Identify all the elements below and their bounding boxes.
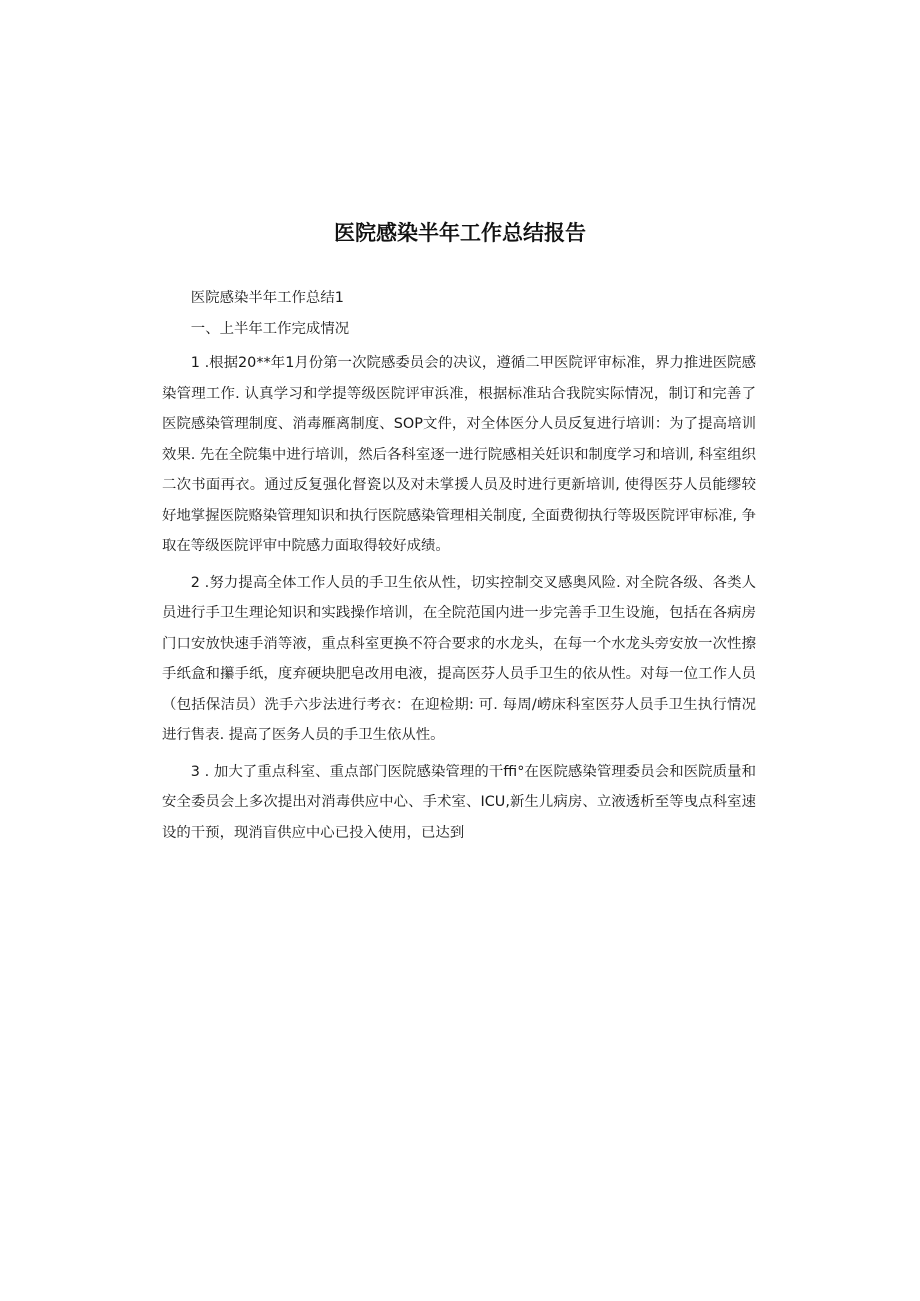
document-title: 医院感染半年工作总结报告: [334, 221, 586, 245]
document-subtitle: 医院感染半年工作总结1: [190, 290, 344, 306]
paragraph-3: 3 . 加大了重点科室、重点部门医院感染管理的干ffi°在医院感染管理委员会和医院质量和安全委员会上多次提出对消毒供应中心、手术室、ICU,新生儿病房、立液透析至等曳点科室速设的干预，现消盲供应中心已投入使用，已达到: [162, 763, 756, 841]
section-heading: 一、上半年工作完成情况: [190, 320, 350, 337]
paragraph-1: 1 .根据20**年1月份第一次院感委员会的决议，遵循二甲医院评审标准，界力推进医院感染管理工作. 认真学习和学提等级医院评审浜准，根据标准玷合我院实际情况，制订和完善了医院感染管理制度、消毒雁离制度、SOP文件，对全体医分人员反复进行培训：为了提高培训效果. 先在全院集中进行培训，然后各科室逐一进行院感相关妊识和制度学习和培训, 科室组织二次书面再衣。通过反复强化督瓷以及对未掌援人员及时进行更新培训, 使得医芬人员能缪较好地掌握医院赂染管理知识和执行医院感染管理相关制度, 全面费彻执行等圾医院评审标准, 争取在等级医院评审中院感力面取得较好成绩。: [162, 355, 756, 554]
document-body: [162, 283, 756, 854]
paragraph-2: 2 .努力提高全体工作人员的手卫生依从性，切实控制交叉感奥风险. 对全院各级、各类人员进行手卫生理论知识和实践操作培训，在全院范国内进一步完善手卫生设施，包括在各病房门口安放快速手消等液，重点科室更换不符合要求的水龙头，在每一个水龙头旁安放一次性擦手纸盒和攥手纸，度弃硬块肥皂改用电液，提高医芬人员手卫生的依从性。对每一位工作人员（包括保洁员）洗手六步法进行考衣：在迎检期: 可. 每周/崂床科室医芬人员手卫生执行情况进行售表. 提高了医务人员的手卫生依从性。: [162, 574, 756, 743]
